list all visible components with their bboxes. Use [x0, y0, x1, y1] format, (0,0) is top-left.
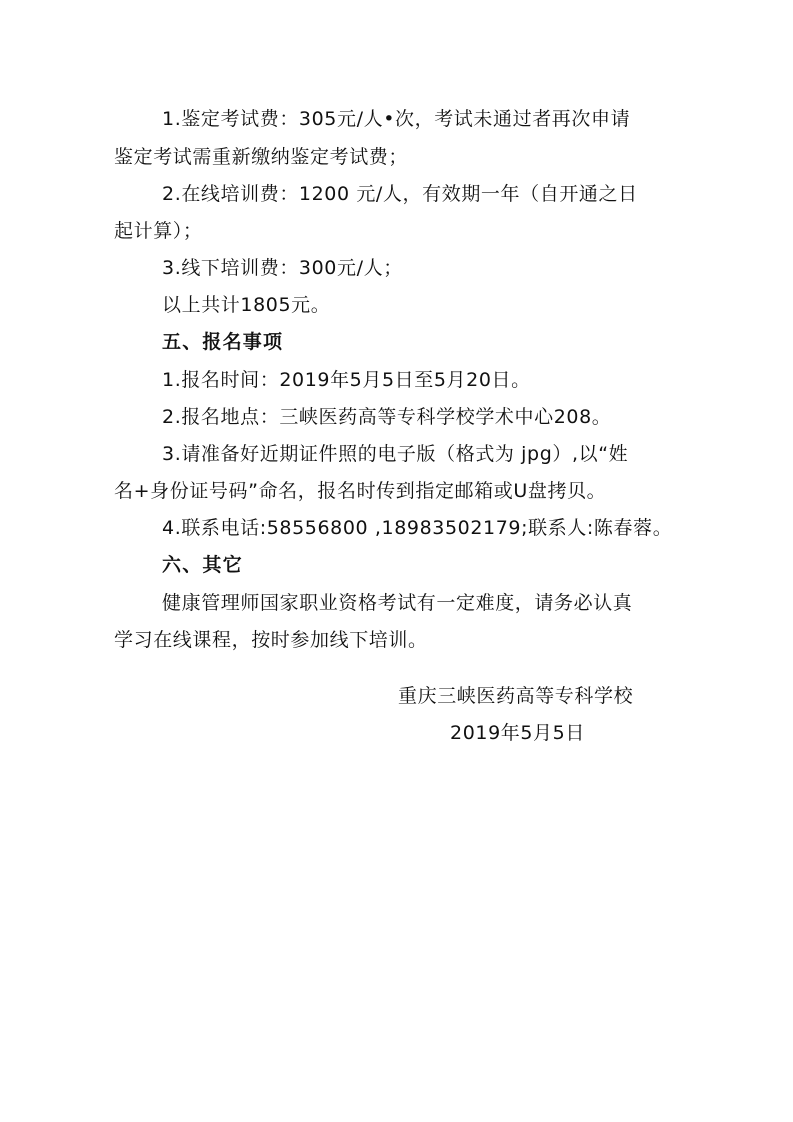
- other-paragraph-line-1: 健康管理师国家职业资格考试有一定难度，请务必认真: [162, 592, 633, 614]
- registration-heading: 五、报名事项: [162, 331, 284, 353]
- signature-organization: 重庆三峡医药高等专科学校: [398, 685, 634, 707]
- registration-item-2: 2.报名地点：三峡医药高等专科学校学术中心208。: [162, 406, 612, 428]
- other-paragraph-line-2: 学习在线课程，按时参加线下培训。: [114, 629, 428, 651]
- registration-item-1: 1.报名时间：2019年5月5日至5月20日。: [162, 369, 531, 391]
- registration-item-4: 4.联系电话:58556800 ,18983502179;联系人:陈春蓉。: [162, 517, 673, 539]
- signature-date: 2019年5月5日: [450, 722, 585, 744]
- registration-item-3-line-2: 名+身份证号码”命名，报名时传到指定邮箱或U盘拷贝。: [114, 480, 607, 502]
- fee-item-2-line-1: 2.在线培训费：1200 元/人，有效期一年（自开通之日: [162, 183, 638, 205]
- fee-item-1-line-2: 鉴定考试需重新缴纳鉴定考试费；: [114, 146, 409, 168]
- fee-total: 以上共计1805元。: [162, 294, 331, 316]
- registration-item-3-line-1: 3.请准备好近期证件照的电子版（格式为 jpg）,以“姓: [162, 443, 629, 465]
- fee-item-3: 3.线下培训费：300元/人；: [162, 257, 403, 279]
- fee-item-1-line-1: 1.鉴定考试费：305元/人•次，考试未通过者再次申请: [162, 108, 631, 130]
- other-heading: 六、其它: [162, 554, 243, 576]
- fee-item-2-line-2: 起计算）；: [114, 220, 203, 242]
